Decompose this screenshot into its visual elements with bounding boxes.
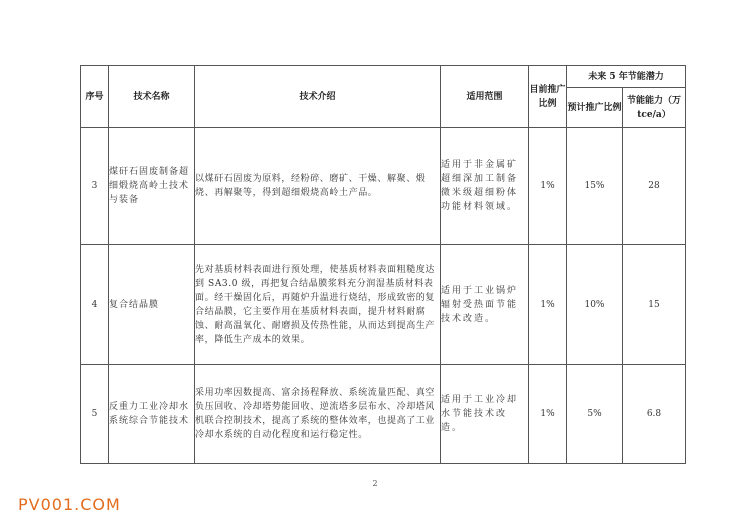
page-number: 2 (372, 479, 378, 488)
header-intro: 技术介绍 (195, 66, 441, 128)
watermark: PV001.COM (18, 495, 121, 514)
header-future-potential: 未来 5 年节能潜力 (567, 66, 686, 88)
table-row (81, 365, 686, 464)
cell-scope: 适用于工业冷却水节能技术改造。 (441, 365, 529, 464)
cell-seq: 5 (81, 365, 109, 464)
cell-intro: 先对基质材料表面进行预处理，使基质材料表面粗糙度达到 SA3.0 级，再把复合结晶膜浆料充分润湿基质材料表面。经干燥固化后，再随炉升温进行烧结，形成致密的复合结晶膜，它主要作用在基质材料表面，提升材料耐腐蚀、耐高温氧化、耐磨损及传热性能，从而达到提高生产率，降低生产成本的效果。 (195, 245, 441, 365)
header-saving-capacity: 节能能力（万 tce/a） (623, 88, 686, 128)
cell-name: 煤矸石固废制备超细煅烧高岭土技术与装备 (109, 128, 195, 245)
cell-scope: 适用于工业锅炉辐射受热面节能技术改造。 (441, 245, 529, 365)
cell-saving: 6.8 (623, 365, 686, 464)
cell-saving: 15 (623, 245, 686, 365)
cell-current-ratio: 1% (529, 365, 567, 464)
table-row (81, 245, 686, 365)
cell-intro: 采用功率因数提高、富余扬程释放、系统流量匹配、真空负压回收、冷却塔势能回收、逆流塔多层布水、冷却塔风机联合控制技术，提高了系统的整体效率，也提高了工业冷却水系统的自动化程度和运行稳定性。 (195, 365, 441, 464)
cell-current-ratio: 1% (529, 245, 567, 365)
cell-expected-ratio: 10% (567, 245, 623, 365)
header-seq: 序号 (81, 66, 109, 128)
cell-name: 反重力工业冷却水系统综合节能技术 (109, 365, 195, 464)
cell-current-ratio: 1% (529, 128, 567, 245)
header-current-ratio: 目前推广比例 (529, 66, 567, 128)
cell-name: 复合结晶膜 (109, 245, 195, 365)
cell-seq: 3 (81, 128, 109, 245)
cell-seq: 4 (81, 245, 109, 365)
energy-tech-table (80, 65, 686, 464)
header-row-top (81, 66, 686, 88)
cell-expected-ratio: 5% (567, 365, 623, 464)
table-row (81, 128, 686, 245)
header-expected-ratio: 预计推广比例 (567, 88, 623, 128)
cell-expected-ratio: 15% (567, 128, 623, 245)
cell-intro: 以煤矸石固废为原料，经粉碎、磨矿、干燥、解聚、煅烧、再解聚等，得到超细煅烧高岭土产品。 (195, 128, 441, 245)
header-name: 技术名称 (109, 66, 195, 128)
cell-scope: 适用于非金属矿超细深加工制备微米级超细粉体功能材料领域。 (441, 128, 529, 245)
cell-saving: 28 (623, 128, 686, 245)
header-scope: 适用范围 (441, 66, 529, 128)
